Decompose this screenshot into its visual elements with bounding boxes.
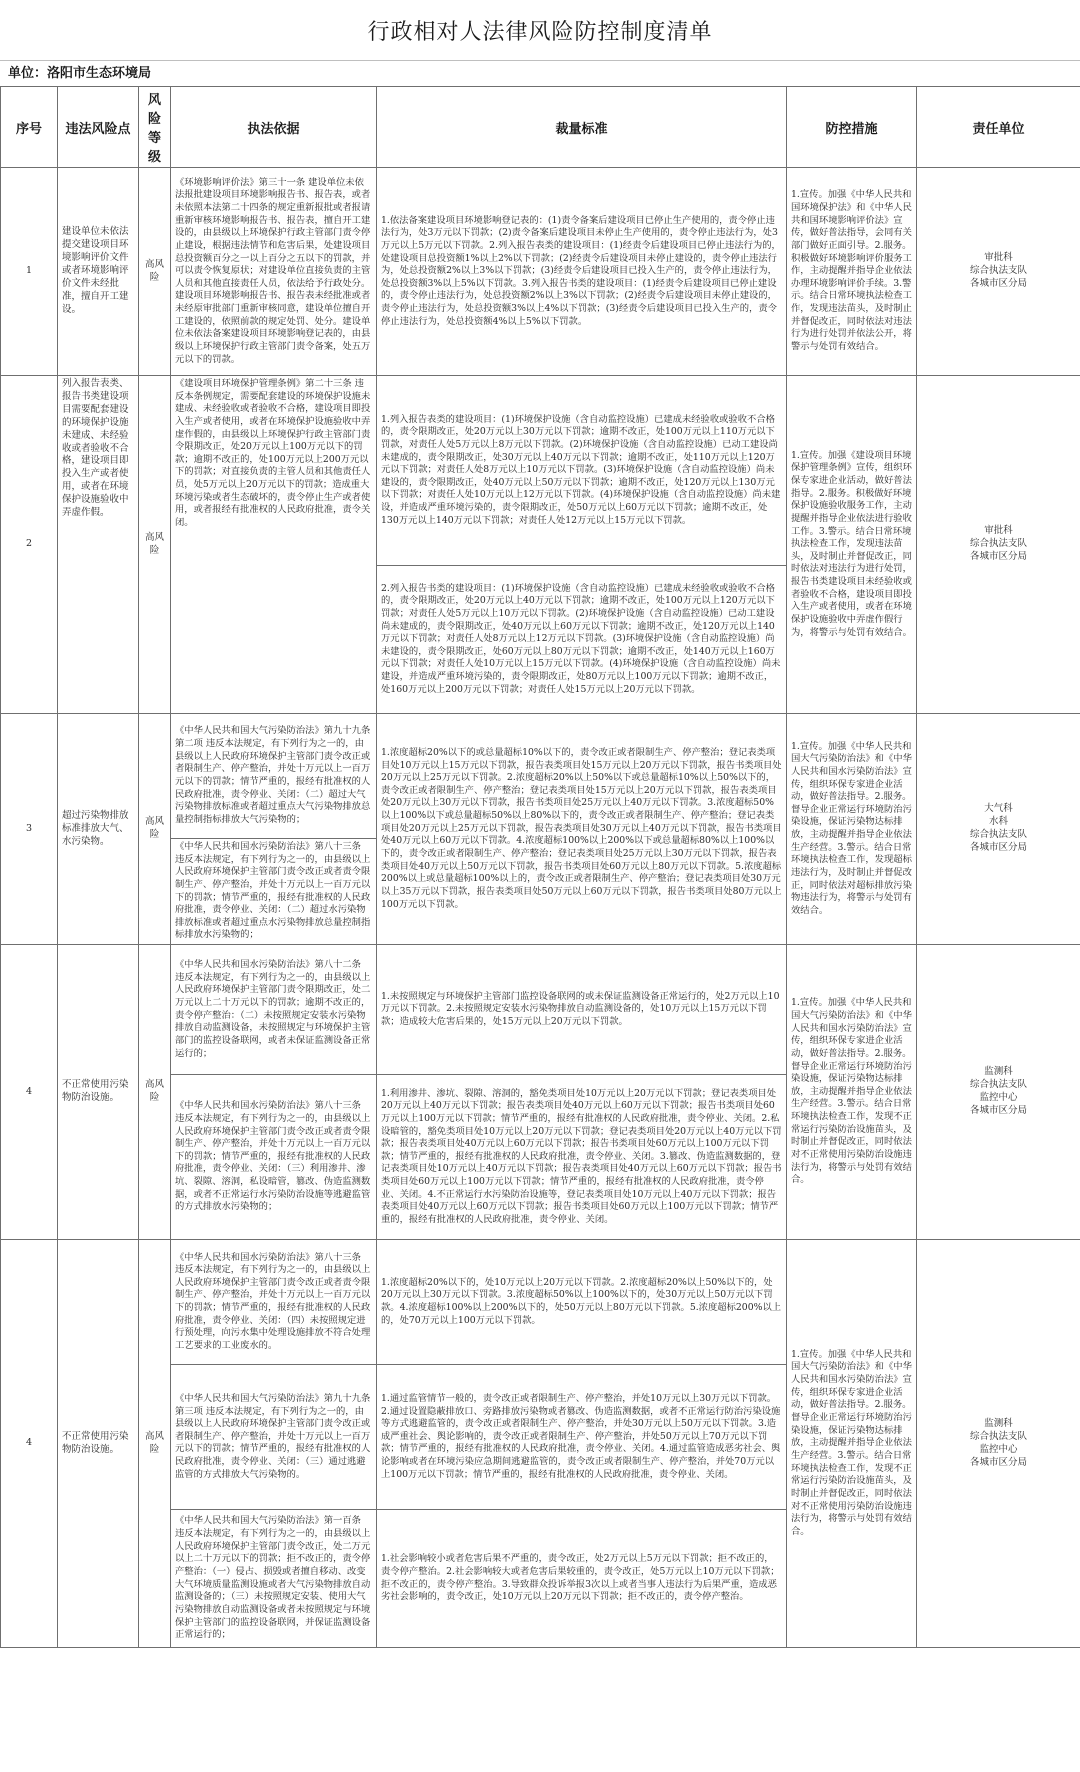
row-basis: 《建设项目环境保护管理条例》第二十三条 违反本条例规定，需要配套建设的环境保护设施未建成、未经验收或者验收不合格，建设项目即投入生产或者使用，或者在环境保护设施验收中弄虚作假的，由县级以上环境保护行政主管部门责令限期改正，处20万元以上100万元以下的罚款；逾期不改正的，处100万元以上200万元以下的罚款；对直接负责的主管人员和其他责任人员，处5万元以上20万元以下的罚款；造成重大环境污染或者生态破坏的，责令停止生产或者使用，或者报经有批准权的人民政府批准，责令关闭。 <box>171 376 377 714</box>
row-dept: 监测科 综合执法支队 监控中心 各城市区分局 <box>917 945 1080 1240</box>
row-dept: 大气科 水科 综合执法支队 各城市区分局 <box>917 714 1080 945</box>
row-dept: 审批科 综合执法支队 各城市区分局 <box>917 376 1080 714</box>
row-risk: 超过污染物排放标准排放大气、水污染物。 <box>58 714 139 945</box>
header-dept: 责任单位 <box>917 87 1080 168</box>
row-standard: 1.通过监管情节一般的，责令改正或者限制生产、停产整治，并处10万元以上30万元以下罚款。2.通过设置隐蔽排放口、旁路排放污染物或者篡改、伪造监测数据，或者不正常运行防治污染设施等方式逃避监管的，责令改正或者限制生产、停产整治，并处30万元以上50万元以下罚款。3.造成严重社会、舆论影响的，责令改正或者限制生产、停产整治，并处50万元以上70万元以下罚款；情节严重的，报经有批准权的人民政府批准，责令停业、关闭。4.通过监管造成恶劣社会、舆论影响或者在环境污染应急期间逃避监管的，责令改正或者限制生产、停产整治，并处70万元以上100万元以下罚款；情节严重的，报经有批准权的人民政府批准，责令停业、关闭。 <box>377 1365 787 1510</box>
row-level: 高风险 <box>139 945 171 1240</box>
row-basis: 《中华人民共和国水污染防治法》第八十三条 违反本法规定，有下列行为之一的，由县级以上人民政府环境保护主管部门责令改正或者责令限制生产、停产整治，并处十万元以上一百万元以下的罚款；情节严重的，报经有批准权的人民政府批准，责令停业、关闭：（三）利用渗井、渗坑、裂隙、溶洞，私设暗管，篡改、伪造监测数据，或者不正常运行水污染防治设施等逃避监管的方式排放水污染物的； <box>171 1075 377 1240</box>
row-measures: 1.宣传。加强《建设项目环境保护管理条例》宣传，组织环保专家进企业活动，做好普法指导。2.服务。积极做好环境保护设施验收服务工作，主动提醒并指导企业依法进行验收工作。3.警示。结合日常环境执法检查工作，发现违法苗头，及时制止并督促改正，同时依法对违法行为进行处罚，报告书类建设项目未经验收或者验收不合格，建设项目即投入生产或者使用，或者在环境保护设施验收中弄虚作假行为，将警示与处罚有效结合。 <box>787 376 917 714</box>
row-standard: 1.浓度超标20%以下的，处10万元以上20万元以下罚款。2.浓度超标20%以上50%以下的，处20万元以上30万元以下罚款。3.浓度超标50%以上100%以下的，处30万元以上50万元以下罚款。4.浓度超标100%以上200%以下的，处50万元以上80万元以下罚款。5.浓度超标200%以上的，处70万元以上100万元以下罚款。 <box>377 1240 787 1365</box>
row-basis: 《环境影响评价法》第三十一条 建设单位未依法报批建设项目环境影响报告书、报告表，或者未依照本法第二十四条的规定重新报批或者报请重新审核环境影响报告书、报告表，擅自开工建设的，由县级以上环境保护行政主管部门责令停止建设，根据违法情节和危害后果，处建设项目总投资额百分之一以上百分之五以下的罚款，并可以责令恢复原状；对建设单位直接负责的主管人员和其他直接责任人员，依法给予行政处分。建设项目环境影响报告书、报告表未经批准或者未经原审批部门重新审核同意，建设单位擅自开工建设的，依照前款的规定处罚、处分。建设单位未依法备案建设项目环境影响登记表的，由县级以上环境保护行政主管部门责令备案，处五万元以下的罚款。 <box>171 168 377 376</box>
row-standard: 1.利用渗井、渗坑、裂隙、溶洞的，豁免类项目处10万元以上20万元以下罚款；登记表类项目处20万元以上40万元以下罚款；报告表类项目处40万元以上60万元以下罚款；报告书类项目处60万元以上100万元以下罚款；情节严重的，报经有批准权的人民政府批准，责令停业、关闭。2.私设暗管的，豁免类项目处10万元以上20万元以下罚款；登记表类项目处20万元以上40万元以下罚款；报告表类项目处40万元以上60万元以下罚款；报告书类项目处60万元以上100万元以下罚款；情节严重的，报经有批准权的人民政府批准，责令停业、关闭。3.篡改、伪造监测数据的，登记表类项目处10万元以上40万元以下罚款；报告表类项目处40万元以上60万元以下罚款；报告书类项目处60万元以上100万元以下罚款；情节严重的，报经有批准权的人民政府批准，责令停业、关闭。4.不正常运行水污染防治设施等，登记表类项目处10万元以上40万元以下罚款；报告表类项目处40万元以上60万元以下罚款；报告书类项目处60万元以上100万元以下罚款；情节严重的，报经有批准权的人民政府批准，责令停业、关闭。 <box>377 1075 787 1240</box>
header-measures: 防控措施 <box>787 87 917 168</box>
header-standard: 裁量标准 <box>377 87 787 168</box>
page-title: 行政相对人法律风险防控制度清单 <box>367 19 713 45</box>
row-measures: 1.宣传。加强《中华人民共和国大气污染防治法》和《中华人民共和国水污染防治法》宣传，组织环保专家进企业活动，做好普法指导。2.服务。督导企业正常运行环境防治污染设施，保证污染物达标排放，主动提醒并指导企业依法生产经营。3.警示。结合日常环境执法检查工作，发现不正常运行污染防治设施苗头，及时制止并督促改正，同时依法对不正常使用污染防治设施违法行为，将警示与处罚有效结合。 <box>787 1240 917 1648</box>
table-row <box>1 714 1080 839</box>
row-risk: 不正常使用污染物防治设施。 <box>58 1240 139 1648</box>
table-row <box>1 945 1080 1075</box>
row-seq: 2 <box>1 376 58 714</box>
row-basis: 《中华人民共和国水污染防治法》第八十三条 违反本法规定，有下列行为之一的，由县级以上人民政府环境保护主管部门责令改正或者责令限制生产、停产整治，并处十万元以上一百万元以下的罚款；情节严重的，报经有批准权的人民政府批准，责令停业、关闭：（四）未按照规定进行预处理，向污水集中处理设施排放不符合处理工艺要求的工业废水的。 <box>171 1240 377 1365</box>
row-dept: 监测科 综合执法支队 监控中心 各城市区分局 <box>917 1240 1080 1648</box>
table-row <box>1 376 1080 566</box>
row-measures: 1.宣传。加强《中华人民共和国大气污染防治法》和《中华人民共和国水污染防治法》宣传，组织环保专家进企业活动，做好普法指导。2.服务。督导企业正常运行环境防治污染设施，保证污染物达标排放，主动提醒并指导企业依法生产经营。3.警示。结合日常环境执法检查工作，发现超标违法行为，及时制止并督促改正，同时依法对超标排放污染物违法行为，将警示与处罚有效结合。 <box>787 714 917 945</box>
row-dept: 审批科 综合执法支队 各城市区分局 <box>917 168 1080 376</box>
row-risk: 列入报告表类、报告书类建设项目需要配套建设的环境保护设施未建成、未经验收或者验收不合格，建设项目即投入生产或者使用，或者在环境保护设施验收中弄虚作假。 <box>58 376 139 714</box>
row-basis: 《中华人民共和国水污染防治法》第八十三条 违反本法规定，有下列行为之一的，由县级以上人民政府环境保护主管部门责令改正或者责令限制生产、停产整治，并处十万元以上一百万元以下的罚款；情节严重的，报经有批准权的人民政府批准，责令停业、关闭：（二）超过水污染物排放标准或者超过重点水污染物排放总量控制指标排放水污染物的； <box>171 839 377 945</box>
row-standard: 2.列入报告书类的建设项目：(1)环境保护设施（含自动监控设施）已建成未经验收或验收不合格的，责令限期改正，处20万元以上40万元以下罚款；逾期不改正，处100万元以上120万元以下罚款；对责任人处5万元以上10万元以下罚款。(2)环境保护设施（含自动监控设施）已动工建设尚未建成的，责令限期改正，处40万元以上60万元以下罚款；逾期不改正，处120万元以上140万元以下罚款；对责任人处8万元以上12万元以下罚款。(3)环境保护设施（含自动监控设施）尚未建设的，责令限期改正，处60万元以上80万元以下罚款；逾期不改正，处140万元以上160万元以下罚款；对责任人处10万元以上15万元以下罚款。(4)环境保护设施（含自动监控设施）尚未建设，并造成严重环境污染的，责令限期改正，处80万元以上100万元以下罚款；逾期不改正，处160万元以上200万元以下罚款；对责任人处15万元以上20万元以下罚款。 <box>377 566 787 714</box>
table-row <box>1 168 1080 376</box>
row-seq: 3 <box>1 714 58 945</box>
row-level: 高风险 <box>139 1240 171 1648</box>
row-standard: 1.列入报告表类的建设项目：(1)环境保护设施（含自动监控设施）已建成未经验收或验收不合格的，责令限期改正，处20万元以上30万元以下罚款；逾期不改正，处100万元以上110万元以下罚款，对责任人处5万元以上8万元以下罚款。(2)环境保护设施（含自动监控设施）已动工建设尚未建成的，责令限期改正，处30万元以上40万元以下罚款；逾期不改正，处110万元以上120万元以下罚款；对责任人处8万元以上10万元以下罚款。(3)环境保护设施（含自动监控设施）尚未建设的，责令限期改正，处40万元以上50万元以下罚款；逾期不改正，处120万元以上130万元以下罚款；对责任人处10万元以上12万元以下罚款。(4)环境保护设施（含自动监控设施）尚未建设，并造成严重环境污染的，责令限期改正，处50万元以上60万元以下罚款；逾期不改正，处130万元以上140万元以下罚款；对责任人处12万元以上15万元以下罚款。 <box>377 376 787 566</box>
header-level: 风险等级 <box>139 87 171 168</box>
row-measures: 1.宣传。加强《中华人民共和国环境保护法》和《中华人民共和国环境影响评价法》宣传，做好普法指导，会同有关部门做好正面引导。2.服务。积极做好环境影响评价服务工作，主动提醒并指导企业依法办理环境影响评价手续。3.警示。结合日常环境执法检查工作，发现违法苗头，及时制止并督促改正，同时依法对违法行为进行处罚并依法公开，将警示与处罚有效结合。 <box>787 168 917 376</box>
row-basis: 《中华人民共和国水污染防治法》第八十二条 违反本法规定，有下列行为之一的，由县级以上人民政府环境保护主管部门责令限期改正，处二万元以上二十万元以下的罚款；逾期不改正的，责令停产整治：（二）未按照规定安装水污染物排放自动监测设备，未按照规定与环境保护主管部门的监控设备联网，或者未保证监测设备正常运行的； <box>171 945 377 1075</box>
row-level: 高风险 <box>139 714 171 945</box>
header-risk: 违法风险点 <box>58 87 139 168</box>
row-standard: 1.未按照规定与环境保护主管部门监控设备联网的或未保证监测设备正常运行的，处2万元以上10万元以下罚款。2.未按照规定安装水污染物排放自动监测设备的，处10万元以上15万元以下罚款；造成较大危害后果的，处15万元以上20万元以下罚款。 <box>377 945 787 1075</box>
row-standard: 1.社会影响较小或者危害后果不严重的，责令改正，处2万元以上5万元以下罚款；拒不改正的，责令停产整治。2.社会影响较大或者危害后果较重的，责令改正，处5万元以上10万元以下罚款；拒不改正的，责令停产整治。3.导致群众投诉举报3次以上或者当事人违法行为后果严重，造成恶劣社会影响的，责令改正，处10万元以上20万元以下罚款；拒不改正的，责令停产整治。 <box>377 1510 787 1648</box>
row-standard: 1.依法备案建设项目环境影响登记表的：(1)责令备案后建设项目已停止生产使用的，责令停止违法行为，处3万元以下罚款；(2)责令备案后建设项目未停止生产使用的，责令停止违法行为，处3万元以上5万元以下罚款。2.列入报告表类的建设项目：(1)经责令后建设项目已停止违法行为的，处建设项目总投资额1%以上2%以下罚款；(2)经责令后建设项目未停止建设的，责令停止违法行为，处总投资额2%以上3%以下罚款；(3)经责令后建设项目已投入生产的，责令停止违法行为，处总投资额3%以上5%以下罚款。3.列入报告书类的建设项目：(1)经责令后建设项目已停止建设的，责令停止违法行为，处总投资额2%以上3%以下罚款；(2)经责令后建设项目未停止建设的，责令停止违法行为，处总投资额3%以上4%以下罚款；(3)经责令后建设项目已投入生产的，责令停止违法行为，处总投资额4%以上5%以下罚款。 <box>377 168 787 376</box>
row-level: 高风险 <box>139 376 171 714</box>
row-standard: 1.浓度超标20%以下的或总量超标10%以下的，责令改正或者限制生产、停产整治；登记表类项目处10万元以上15万元以下罚款，报告表类项目处15万元以上20万元以下罚款，报告书类项目处20万元以上25万元以下罚款。2.浓度超标20%以上50%以下或总量超标10%以上50%以下的，责令改正或者限制生产、停产整治；登记表类项目处15万元以上20万元以下罚款，报告表类项目处20万元以上30万元以下罚款，报告书类项目处25万元以上40万元以下罚款。3.浓度超标50%以上100%以下或总量超标50%以上80%以下的，责令改正或者限制生产、停产整治；登记表类项目处20万元以上25万元以下罚款，报告表类项目处30万元以上40万元以下罚款，报告书类项目处40万元以上60万元以下罚款。4.浓度超标100%以上200%以下或总量超标80%以上100%以下的，责令改正或者限制生产、停产整治；登记表类项目处25万元以上30万元以下罚款，报告表类项目处40万元以上50万元以下罚款，报告书类项目处60万元以上80万元以下罚款。5.浓度超标200%以上或总量超标100%以上的，责令改正或者限制生产、停产整治；登记表类项目处30万元以上35万元以下罚款，报告表类项目处50万元以上60万元以下罚款，报告书类项目处80万元以上100万元以下罚款。 <box>377 714 787 945</box>
row-basis: 《中华人民共和国大气污染防治法》第九十九条第二项 违反本法规定，有下列行为之一的，由县级以上人民政府环境保护主管部门责令改正或者限制生产、停产整治，并处十万元以上一百万元以下的罚款；情节严重的，报经有批准权的人民政府批准，责令停业、关闭：（二）超过大气污染物排放标准或者超过重点大气污染物排放总量控制指标排放大气污染物的； <box>171 714 377 839</box>
row-risk: 建设单位未依法提交建设项目环境影响评价文件或者环境影响评价文件未经批准，擅自开工建设。 <box>58 168 139 376</box>
header-basis: 执法依据 <box>171 87 377 168</box>
unit-label: 单位：洛阳市生态环境局 <box>0 60 1080 86</box>
row-basis: 《中华人民共和国大气污染防治法》第九十九条第三项 违反本法规定，有下列行为之一的，由县级以上人民政府环境保护主管部门责令改正或者限制生产、停产整治，并处十万元以上一百万元以下的罚款；情节严重的，报经有批准权的人民政府批准，责令停业、关闭：（三）通过逃避监管的方式排放大气污染物的。 <box>171 1365 377 1510</box>
row-measures: 1.宣传。加强《中华人民共和国大气污染防治法》和《中华人民共和国水污染防治法》宣传，组织环保专家进企业活动，做好普法指导。2.服务。督导企业正常运行环境防治污染设施，保证污染物达标排放，主动提醒并指导企业依法生产经营。3.警示。结合日常环境执法检查工作，发现不正常运行污染防治设施苗头，及时制止并督促改正，同时依法对不正常使用污染防治设施违法行为，将警示与处罚有效结合。 <box>787 945 917 1240</box>
row-risk: 不正常使用污染物防治设施。 <box>58 945 139 1240</box>
row-basis: 《中华人民共和国大气污染防治法》第一百条 违反本法规定，有下列行为之一的，由县级以上人民政府环境保护主管部门责令改正，处二万元以上二十万元以下的罚款；拒不改正的，责令停产整治：（一）侵占、损毁或者擅自移动、改变大气环境质量监测设施或者大气污染物排放自动监测设备的；（三）未按照规定安装、使用大气污染物排放自动监测设备或者未按照规定与环境保护主管部门的监控设备联网，并保证监测设备正常运行的； <box>171 1510 377 1648</box>
table-header-row <box>1 87 1080 168</box>
header-seq: 序号 <box>1 87 58 168</box>
risk-control-table <box>0 86 1080 1648</box>
row-seq: 1 <box>1 168 58 376</box>
row-seq: 4 <box>1 945 58 1240</box>
row-level: 高风险 <box>139 168 171 376</box>
row-seq: 4 <box>1 1240 58 1648</box>
table-row <box>1 1240 1080 1365</box>
